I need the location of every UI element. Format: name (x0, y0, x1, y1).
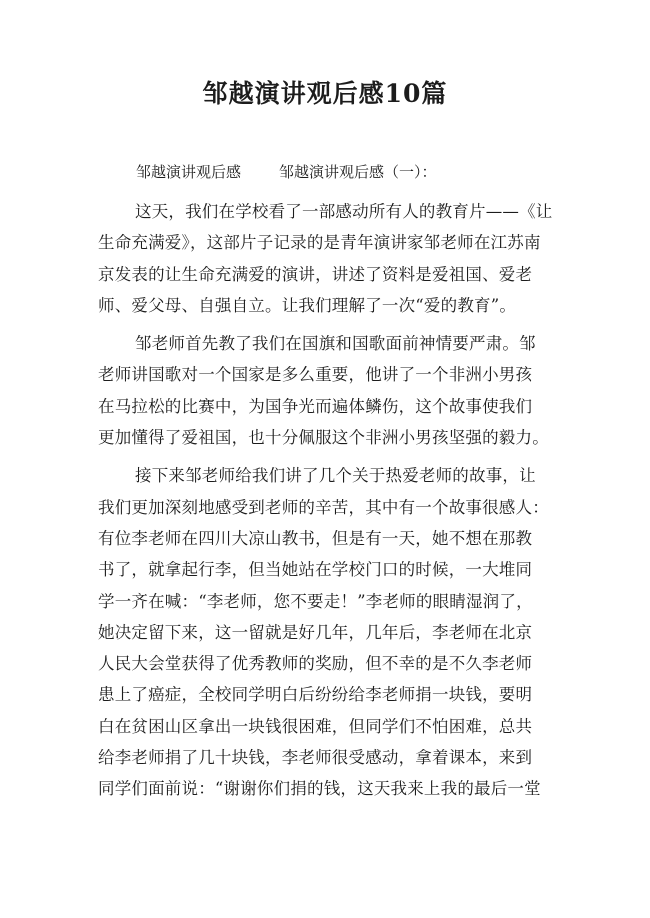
subhead-left: 邹越演讲观后感 (136, 163, 242, 181)
subhead-right: 邹越演讲观后感（一）： (279, 163, 437, 181)
paragraph-gap (98, 321, 558, 328)
paragraph-line: 师、爱父母、自强自立。让我们理解了一次“爱的教育”。 (98, 295, 517, 315)
paragraph-line: 学一齐在喊：“李老师，您不要走！”李老师的眼睛湿润了， (98, 591, 533, 611)
document-body (98, 196, 558, 805)
section-subhead (136, 161, 437, 183)
paragraph-line: 在马拉松的比赛中，为国争光而遍体鳞伤，这个故事使我们 (98, 396, 533, 416)
paragraph-line: 有位李老师在四川大凉山教书，但是有一天，她不想在那教 (98, 528, 533, 548)
paragraph-line: 接下来邹老师给我们讲了几个关于热爱老师的故事，让 (135, 466, 536, 486)
paragraph-line: 患上了癌症，全校同学明白后纷纷给李老师捐一块钱，要明 (98, 685, 533, 705)
paragraph-line: 书了，就拿起行李，但当她站在学校门口的时候，一大堆同 (98, 560, 533, 580)
paragraph-line: 同学们面前说：“谢谢你们捐的钱，这天我来上我的最后一堂 (98, 779, 541, 799)
paragraph-line: 人民大会堂获得了优秀教师的奖励，但不幸的是不久李老师 (98, 654, 533, 674)
paragraph-line: 给李老师捐了几十块钱，李老师很受感动，拿着课本，来到 (98, 748, 533, 768)
paragraph-line: 我们更加深刻地感受到老师的辛苦，其中有一个故事很感人： (98, 497, 549, 517)
paragraph-line: 邹老师首先教了我们在国旗和国歌面前神情要严肃。邹 (135, 334, 536, 354)
paragraph-line: 老师讲国歌对一个国家是多么重要，他讲了一个非洲小男孩 (98, 365, 533, 385)
paragraph-line: 这天，我们在学校看了一部感动所有人的教育片——《让 (135, 202, 553, 221)
paragraph-line: 她决定留下来，这一留就是好几年，几年后，李老师在北京 (98, 622, 533, 642)
paragraph-line: 白在贫困山区拿出一块钱很困难，但同学们不怕困难，总共 (98, 716, 533, 736)
paragraph-line: 京发表的让生命充满爱的演讲，讲述了资料是爱祖国、爱老 (98, 264, 533, 284)
paragraph-line: 生命充满爱》，这部片子记录的是青年演讲家邹老师在江苏南 (98, 233, 541, 253)
paragraph-gap (98, 453, 558, 460)
document-title: 邹越演讲观后感10篇 (202, 79, 448, 108)
paragraph-line: 更加懂得了爱祖国，也十分佩服这个非洲小男孩坚强的毅力。 (98, 428, 549, 448)
